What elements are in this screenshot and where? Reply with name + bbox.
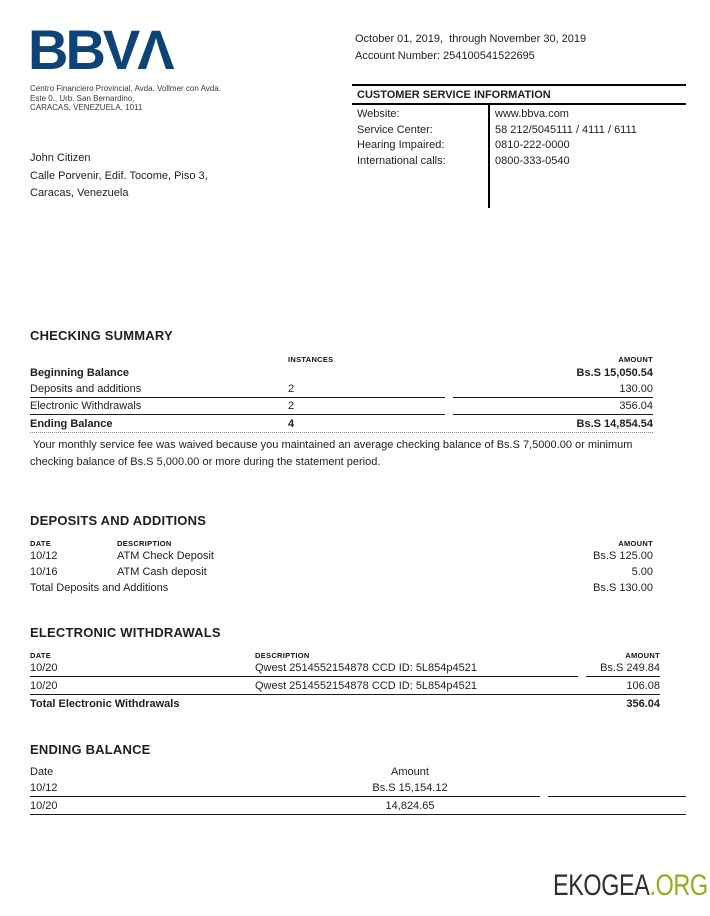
recipient-street: Calle Porvenir, Edif. Tocome, Piso 3, — [30, 169, 208, 182]
row-description: ATM Check Deposit — [117, 550, 214, 562]
recipient-name: John Citizen — [30, 152, 91, 164]
row-amount: Bs.S 14,854.54 — [576, 417, 653, 430]
checking-summary-header-row — [30, 351, 653, 364]
account-number: Account Number: 254100541522695 — [355, 50, 535, 62]
cs-value-hearing-impaired: 0810-222-0000 — [495, 139, 570, 152]
deposits-title: DEPOSITS AND ADDITIONS — [30, 513, 207, 528]
row-amount: 356.04 — [453, 398, 653, 415]
row-amount: Bs.S 15,050.54 — [576, 366, 653, 379]
cs-label: Service Center: — [357, 123, 433, 136]
recipient-address — [30, 150, 208, 203]
footer-brand-suffix: .ORG — [649, 869, 708, 902]
checking-summary-title: CHECKING SUMMARY — [30, 328, 173, 343]
row-label: Beginning Balance — [30, 366, 130, 379]
withdrawals-title: ELECTRONIC WITHDRAWALS — [30, 625, 221, 640]
row-amount: Bs.S 249.84 — [586, 660, 660, 677]
ekogea-logo — [553, 869, 708, 903]
ending-balance-row — [30, 797, 686, 815]
row-date: 10/12 — [30, 550, 58, 562]
service-fee-waiver-note: Your monthly service fee was waived because you maintained an average checking balance of Bs.S 7,5000.00 or minimum checking balance of Bs.S 5,000.00 or more during the statement period. — [30, 439, 633, 468]
customer-service-row-hearing-impaired — [352, 138, 686, 154]
date-column-header: DATE — [30, 651, 52, 660]
row-date: 10/12 — [30, 782, 58, 794]
row-date: 10/20 — [30, 679, 58, 692]
ending-balance-title: ENDING BALANCE — [30, 742, 151, 757]
total-amount: 356.04 — [626, 697, 660, 710]
amount-column-header: Amount — [391, 765, 429, 778]
bank-address-line2: Este 0., Urb. San Bernardino, — [30, 93, 135, 103]
row-amount: 130.00 — [453, 381, 653, 398]
row-amount: 106.08 — [626, 679, 660, 692]
column-divider — [488, 105, 490, 208]
bbva-logo: BBVΛ — [28, 18, 172, 81]
row-instances: 2 — [288, 383, 295, 395]
customer-service-title: CUSTOMER SERVICE INFORMATION — [352, 84, 686, 105]
cs-label: Hearing Impaired: — [357, 139, 445, 152]
withdrawals-total-row — [30, 695, 660, 712]
customer-service-row-service-center — [352, 123, 686, 139]
summary-row-ending-balance — [30, 415, 653, 433]
deposits-header-row — [30, 536, 653, 548]
total-label: Total Electronic Withdrawals — [30, 697, 180, 710]
row-date: 10/20 — [30, 799, 58, 812]
row-date: 10/20 — [30, 662, 58, 674]
summary-row-beginning-balance — [30, 364, 653, 381]
amount-column-header: AMOUNT — [618, 355, 653, 364]
total-amount: Bs.S 130.00 — [593, 582, 653, 594]
deposit-row — [30, 564, 653, 580]
description-column-header: DESCRIPTION — [117, 539, 172, 548]
withdrawal-row — [30, 677, 660, 695]
bank-address — [30, 84, 221, 113]
ending-balance-row — [30, 780, 686, 797]
row-label: Ending Balance — [30, 417, 113, 430]
row-description: Qwest 2514552154878 CCD ID: 5L854p4521 — [255, 662, 477, 674]
customer-service-row-website — [352, 107, 686, 123]
withdrawals-header-row — [30, 648, 660, 660]
row-amount: 5.00 — [631, 566, 653, 578]
checking-summary-section — [30, 328, 653, 470]
instances-column-header: INSTANCES — [288, 355, 334, 364]
date-column-header: Date — [30, 765, 54, 778]
row-instances: 2 — [288, 400, 295, 412]
amount-column-header: AMOUNT — [618, 539, 653, 548]
bank-address-line1: Centro Financiero Provincial, Avda. Vollmer con Avda. — [30, 84, 221, 93]
row-instances: 4 — [288, 417, 295, 430]
cs-label: International calls: — [357, 154, 446, 167]
cs-value-website: www.bbva.com — [495, 108, 569, 120]
row-label: Electronic Withdrawals — [30, 400, 142, 412]
ending-balance-header-row — [30, 763, 686, 780]
statement-period: October 01, 2019, through November 30, 2019 — [355, 33, 587, 45]
customer-service-row-international — [352, 154, 686, 170]
amount-column-header: AMOUNT — [625, 651, 660, 660]
row-amount: Bs.S 125.00 — [593, 550, 653, 562]
row-amount: Bs.S 15,154.12 — [372, 782, 448, 794]
row-description: Qwest 2514552154878 CCD ID: 5L854p4521 — [255, 679, 477, 692]
deposits-section — [30, 513, 653, 596]
deposits-total-row — [30, 580, 653, 596]
row-label: Deposits and additions — [30, 383, 142, 395]
deposit-row — [30, 548, 653, 564]
total-label: Total Deposits and Additions — [30, 582, 169, 594]
customer-service-panel — [352, 84, 686, 169]
ekogea-logo-name: EKOGEA — [553, 869, 650, 902]
withdrawals-section — [30, 625, 660, 712]
ending-balance-section — [30, 742, 686, 815]
row-date: 10/16 — [30, 566, 58, 578]
recipient-city: Caracas, Venezuela — [30, 187, 129, 199]
description-column-header: DESCRIPTION — [255, 651, 310, 660]
bank-address-line3: CARACAS, VENEZUELA, 1011 — [30, 103, 143, 113]
row-description: ATM Cash deposit — [117, 566, 207, 578]
summary-row-deposits — [30, 381, 653, 398]
cs-label: Website: — [357, 108, 400, 120]
date-column-header: DATE — [30, 539, 52, 548]
customer-service-table — [352, 105, 686, 169]
summary-row-withdrawals — [30, 398, 653, 415]
cs-value-international: 0800-333-0540 — [495, 154, 570, 167]
row-amount: 14,824.65 — [385, 799, 435, 812]
withdrawal-row — [30, 660, 660, 677]
cs-value-service-center: 58 212/5045111 / 4111 / 6111 — [495, 123, 637, 136]
